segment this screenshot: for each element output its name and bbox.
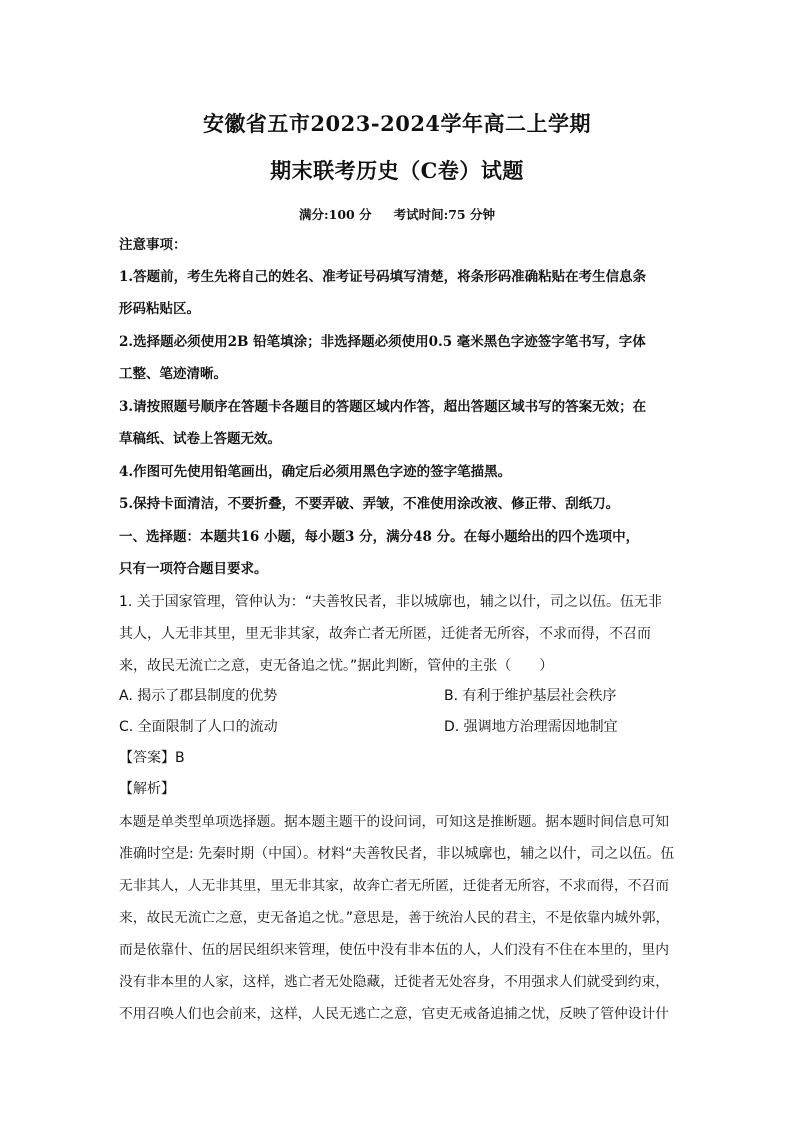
exam-info — [0, 205, 794, 223]
analysis-line: 而是依靠什、伍的居民组织来管理，使伍中没有非本伍的人，人们没有不住在本里的，里内 — [119, 942, 670, 958]
section-heading: 只有一项符合题目要求。 — [119, 561, 268, 577]
title-line-2: 期末联考历史（C卷）试题 — [270, 158, 524, 183]
notes-line: 1.答题前，考生先将自己的姓名、准考证号码填写清楚，将条形码准确粘贴在考生信息条 — [119, 269, 647, 285]
analysis-line: 本题是单类型单项选择题。据本题主题干的设问词，可知这是推断题。据本题时间信息可知 — [119, 814, 670, 830]
question-stem-line: 其人，人无非其里，里无非其家，故奔亡者无所匿，迁徙者无所容，不求而得，不召而 — [119, 626, 651, 642]
question-stem-line: 来，故民无流亡之意，吏无备追之忧。”据此判断，管仲的主张（ ） — [119, 658, 554, 674]
analysis-line: 准确时空是: 先秦时期（中国）。材料“夫善牧民者，非以城廓也，辅之以什，司之以伍。伍 — [119, 846, 675, 862]
option-a: A. 揭示了郡县制度的优势 — [119, 688, 278, 704]
exam-time: 考试时间:75 分钟 — [393, 207, 495, 222]
analysis-line: 没有非本里的人家，这样，逃亡者无处隐藏，迁徙者无处容身，不用强求人们就受到约束， — [119, 974, 670, 990]
notes-line: 草稿纸、试卷上答题无效。 — [119, 431, 281, 447]
notes-heading: 注意事项： — [119, 237, 187, 253]
answer-label: 【答案】B — [119, 750, 185, 766]
section-heading: 一、选择题：本题共16 小题，每小题3 分，满分48 分。在每小题给出的四个选项中， — [119, 529, 640, 545]
question-stem-line: 1. 关于国家管理，管仲认为：“夫善牧民者，非以城廓也，辅之以什，司之以伍。伍无非 — [119, 594, 663, 610]
analysis-line: 不用召唤人们也会前来，这样，人民无逃亡之意，官吏无戒备追捕之忧，反映了管仲设计什 — [119, 1006, 670, 1022]
notes-line: 5.保持卡面清洁，不要折叠，不要弄破、弄皱，不准使用涂改液、修正带、刮纸刀。 — [119, 496, 620, 512]
notes-line: 工整、笔迹清晰。 — [119, 366, 227, 382]
option-d: D. 强调地方治理需因地制宜 — [444, 719, 618, 735]
option-c: C. 全面限制了人口的流动 — [119, 719, 278, 735]
analysis-line: 无非其人，人无非其里，里无非其家，故奔亡者无所匿，迁徙者无所容，不求而得，不召而 — [119, 878, 670, 894]
notes-line: 3.请按照题号顺序在答题卡各题目的答题区域内作答，超出答题区域书写的答案无效；在 — [119, 399, 647, 415]
analysis-heading: 【解析】 — [119, 781, 175, 797]
option-b: B. 有利于维护基层社会秩序 — [444, 688, 617, 704]
notes-line: 形码粘贴区。 — [119, 301, 200, 317]
exam-score: 满分:100 分 — [299, 207, 372, 222]
analysis-line: 来，故民无流亡之意，吏无备追之忧。”意思是，善于统治人民的君主，不是依靠内城外郭， — [119, 910, 670, 926]
notes-line: 2.选择题必须使用2B 铅笔填涂；非选择题必须使用0.5 毫米黑色字迹签字笔书写，字体 — [119, 334, 646, 350]
title-line-1: 安徽省五市2023-2024学年高二上学期 — [202, 111, 592, 136]
notes-line: 4.作图可先使用铅笔画出，确定后必须用黑色字迹的签字笔描黑。 — [119, 464, 512, 480]
